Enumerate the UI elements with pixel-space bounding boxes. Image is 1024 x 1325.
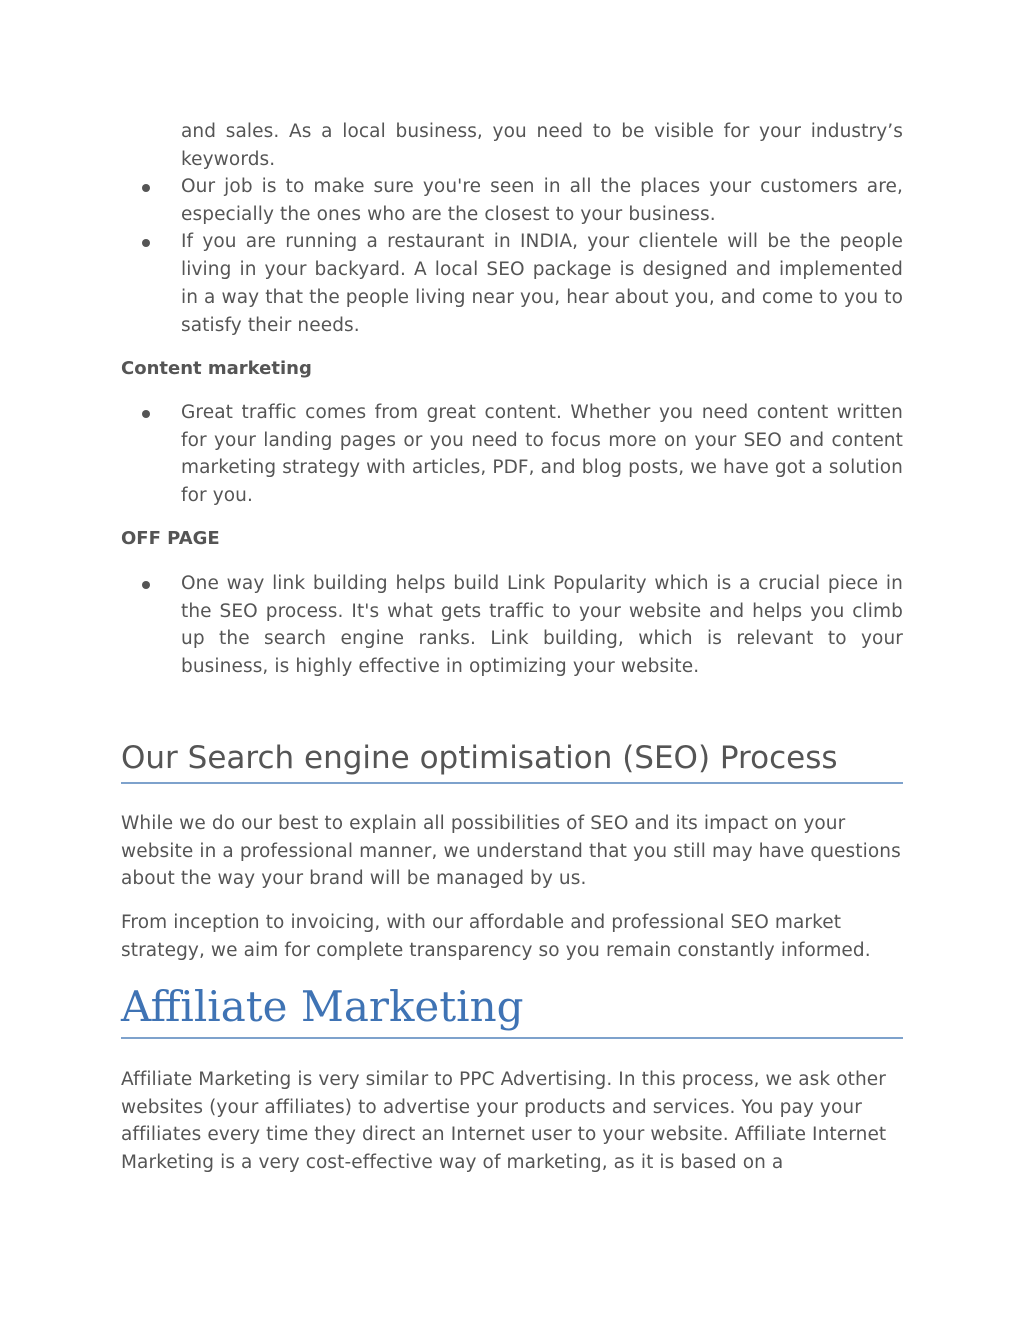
off-page-list bbox=[142, 570, 903, 681]
bullet-icon bbox=[142, 184, 150, 192]
list-item-text: One way link building helps build Link Popularity which is a crucial piece in the SEO process. It's what gets traffic to your website and helps you climb up the search engine ranks. Link building, which is relevant to your business, is highly effective in optimizing your website. bbox=[181, 573, 903, 678]
seo-local-list bbox=[142, 173, 903, 339]
bullet-icon bbox=[142, 239, 150, 247]
list-item bbox=[142, 228, 903, 339]
seo-local-continuation: and sales. As a local business, you need to be visible for your industry’s keywords. bbox=[181, 121, 903, 170]
affiliate-heading: Affiliate Marketing bbox=[121, 982, 903, 1039]
affiliate-paragraph: Affiliate Marketing is very similar to PPC Advertising. In this process, we ask other websites (your affiliates) to advertise your products and services. You pay your affiliates every time they direct an Internet user to your website. Affiliate Internet Marketing is a very cost-effective way of marketing, as it is based on a bbox=[121, 1069, 887, 1174]
content-marketing-heading: Content marketing bbox=[121, 358, 312, 379]
list-item-text: Our job is to make sure you're seen in all the places your customers are, especially the ones who are the closest to your business. bbox=[181, 176, 903, 225]
list-item-text: If you are running a restaurant in INDIA, your clientele will be the people living in your backyard. A local SEO package is designed and implemented in a way that the people living near you, hear about you, and come to you to satisfy their needs. bbox=[181, 231, 903, 336]
seo-process-heading: Our Search engine optimisation (SEO) Process bbox=[121, 740, 903, 784]
seo-process-paragraph-1: While we do our best to explain all possibilities of SEO and its impact on your website in a professional manner, we understand that you still may have questions about the way your brand will be managed by us. bbox=[121, 813, 901, 890]
list-item bbox=[142, 173, 903, 228]
off-page-heading: OFF PAGE bbox=[121, 528, 220, 549]
list-item bbox=[142, 399, 903, 510]
bullet-icon bbox=[142, 410, 150, 418]
bullet-icon bbox=[142, 581, 150, 589]
content-marketing-list bbox=[142, 399, 903, 510]
seo-process-paragraph-2: From inception to invoicing, with our affordable and professional SEO market strategy, we aim for complete transparency so you remain constantly informed. bbox=[121, 912, 871, 961]
list-item-text: Great traffic comes from great content. Whether you need content written for your landing pages or you need to focus more on your SEO and content marketing strategy with articles, PDF, and blog posts, we have got a solution for you. bbox=[181, 402, 903, 507]
list-item bbox=[142, 570, 903, 681]
